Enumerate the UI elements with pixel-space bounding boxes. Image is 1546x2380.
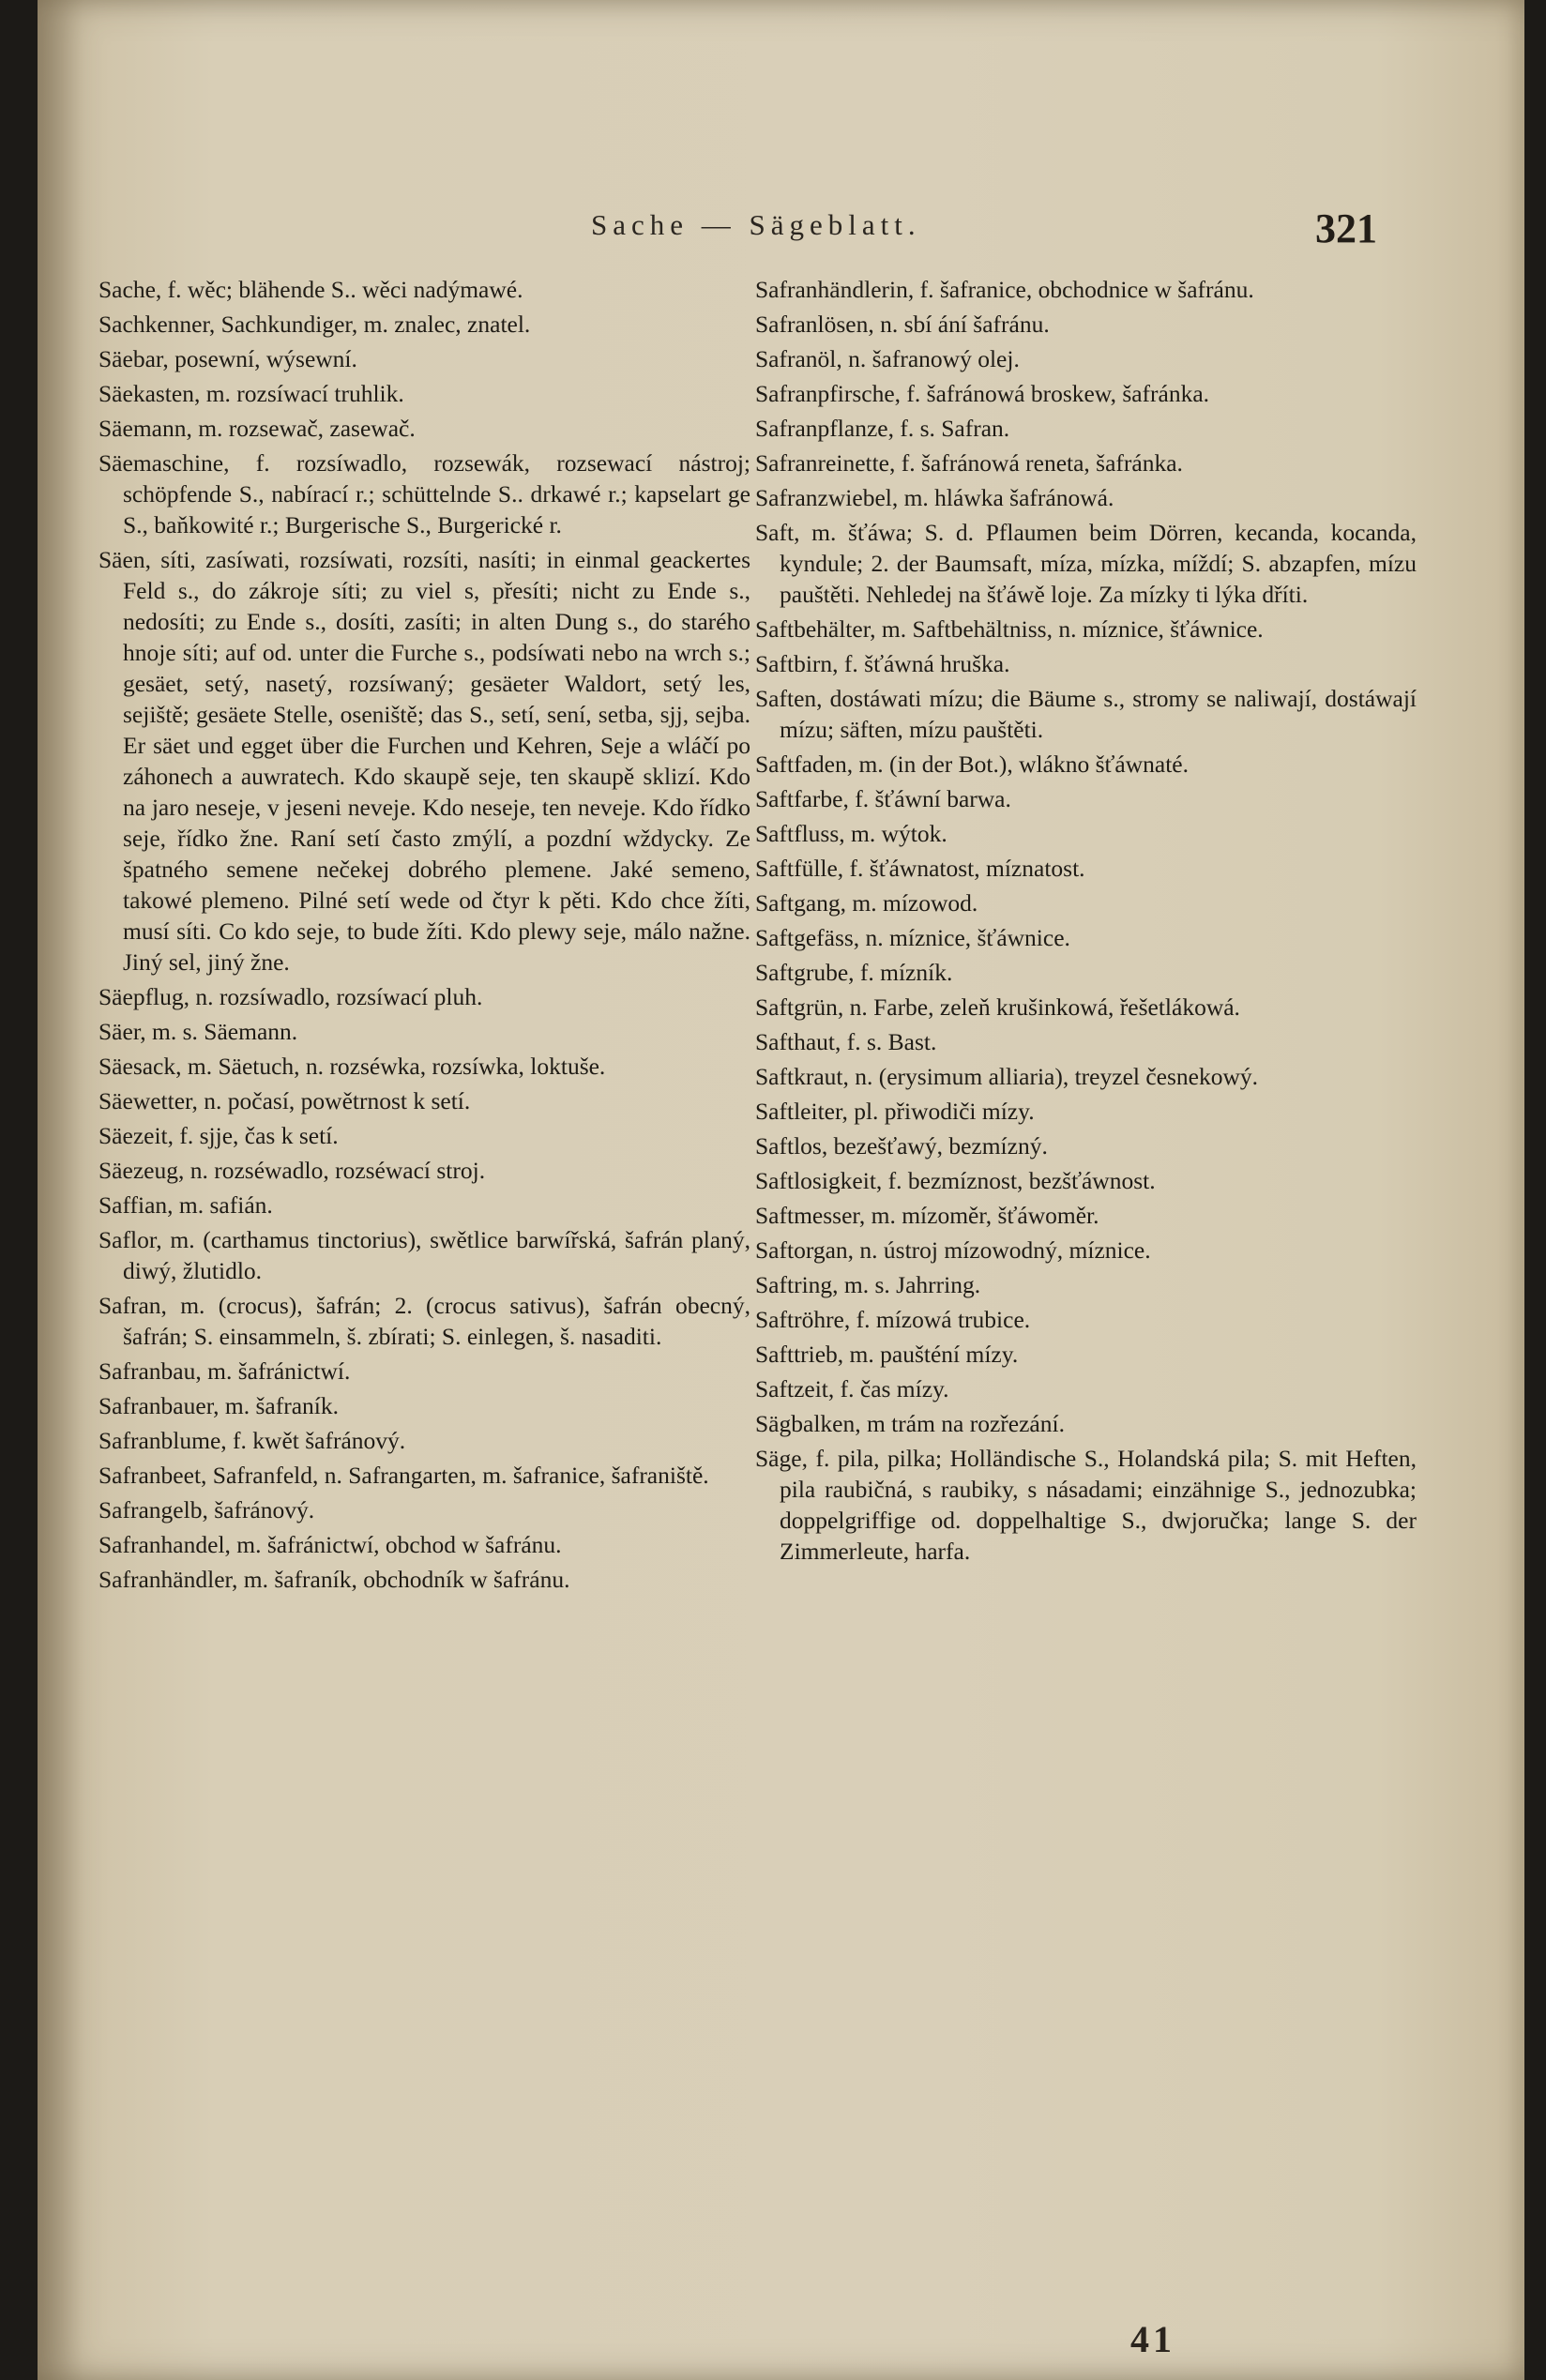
dictionary-entry: Saftkraut, n. (erysimum alliaria), treyzel česnekowý. [755,1063,1259,1090]
dictionary-entry: Säge, f. pila, pilka; Holländische S., Holandská pila; S. mit Heften, pila raubičná, s raubiky, s násadami; einzähnige S., jednozubka; doppelgriffige od. doppelhaltige S., dwjoručka; lange S. der Zimmerleute, harfa. [755,1445,1417,1565]
dictionary-entry: Säemann, m. rozsewač, zasewač. [99,415,416,442]
dictionary-entry: Säewetter, n. počasí, powětrnost k setí. [99,1087,471,1114]
dictionary-entry: Säemaschine, f. rozsíwadlo, rozsewák, rozsewací nástroj; schöpfende S., nabírací r.; schüttelnde S.. drkawé r.; kapselart ge S., baňkowité r.; Burgerische S., Burgerické r. [99,449,750,538]
dictionary-entry: Safranpfirsche, f. šafránowá broskew, šafránka. [755,380,1210,407]
dictionary-entry: Saftfaden, m. (in der Bot.), wlákno šťáwnaté. [755,750,1189,778]
dictionary-entry: Säezeug, n. rozséwadlo, rozséwací stroj. [99,1157,486,1184]
dictionary-entry: Saftorgan, n. ústroj mízowodný, míznice. [755,1236,1151,1264]
dictionary-entry: Saftmesser, m. mízoměr, šťáwoměr. [755,1202,1099,1229]
dictionary-entry: Safranbeet, Safranfeld, n. Safrangarten, m. šafranice, šafraniště. [99,1462,709,1489]
dictionary-entry: Säesack, m. Säetuch, n. rozséwka, rozsíwka, loktuše. [99,1053,606,1080]
signature-mark: 41 [1130,2318,1175,2360]
dictionary-page [38,0,1524,2380]
dictionary-entry: Säebar, posewní, wýsewní. [99,345,357,372]
dictionary-entry: Safranblume, f. kwět šafránový. [99,1427,406,1454]
dictionary-entry: Saftfarbe, f. šťáwní barwa. [755,785,1011,812]
dictionary-entry: Säen, síti, zasíwati, rozsíwati, rozsíti, nasíti; in einmal geackertes Feld s., do zákroje síti; zu viel s, přesíti; nicht zu Ende s., nedosíti; zu Ende s., dosíti, zasíti; in alten Dung s., do starého hnoje síti; auf od. unter die Furche s., podsíwati nebo na wrch s.; gesäet, setý, nasetý, rozsíwaný; gesäeter Waldort, setý les, sejiště; gesäete Stelle, oseniště; das S., setí, sení, setba, sjj, sejba. Er säet und egget über die Furchen und Kehren, Seje a wláčí po záhonech a auwratech. Kdo skaupě seje, ten skaupě sklizí. Kdo na jaro neseje, v jeseni neveje. Kdo neseje, ten neveje. Kdo řídko seje, řídko žne. Raní setí často zmýlí, a pozdní wždycky. Ze špatného semene nečekej dobrého plemene. Jaké semeno, takowé plemeno. Pilné setí wede od čtyr k pěti. Kdo chce žíti, musí síti. Co kdo seje, to bude žíti. Kdo plewy seje, málo nažne. Jiný sel, jiný žne. [99,546,750,976]
dictionary-entry: Saftfülle, f. šťáwnatost, míznatost. [755,855,1085,882]
dictionary-entry: Sache, f. wěc; blähende S.. wěci nadýmawé. [99,276,523,303]
dictionary-entry: Saftgrün, n. Farbe, zeleň krušinkowá, řešetlákowá. [755,993,1240,1021]
dictionary-entry: Saftlosigkeit, f. bezmíznost, bezšťáwnost. [755,1167,1156,1194]
dictionary-entry: Saftbirn, f. šťáwná hruška. [755,650,1010,677]
dictionary-entry: Safran, m. (crocus), šafrán; 2. (crocus sativus), šafrán obecný, šafrán; S. einsammeln, š. zbírati; S. einlegen, š. nasaditi. [99,1292,750,1350]
dictionary-entry: Safttrieb, m. paušténí mízy. [755,1341,1019,1368]
dictionary-entry: Safranhandel, m. šafránictwí, obchod w šafránu. [99,1531,562,1558]
dictionary-entry: Saftlos, bezešťawý, bezmízný. [755,1132,1048,1160]
dictionary-entry: Saften, dostáwati mízu; die Bäume s., stromy se naliwají, dostáwají mízu; säften, mízu pauštěti. [755,685,1417,743]
dictionary-entry: Safranhändler, m. šafraník, obchodník w šafránu. [99,1566,570,1593]
dictionary-entry: Safthaut, f. s. Bast. [755,1028,937,1055]
dictionary-entry: Safranreinette, f. šafránowá reneta, šafránka. [755,449,1183,477]
dictionary-entry: Saftleiter, pl. přiwodiči mízy. [755,1098,1035,1125]
dictionary-entry: Safrangelb, šafránový. [99,1496,315,1524]
dictionary-entry: Safranöl, n. šafranowý olej. [755,345,1020,372]
dictionary-entry: Safranhändlerin, f. šafranice, obchodnice w šafránu. [755,276,1254,303]
running-head: Sache — Sägeblatt. [591,208,921,241]
dictionary-entry: Saftgefäss, n. míznice, šťáwnice. [755,924,1070,951]
dictionary-entry: Sägbalken, m trám na rozřezání. [755,1410,1065,1437]
dictionary-entry: Safranpflanze, f. s. Safran. [755,415,1010,442]
dictionary-entry: Safranbauer, m. šafraník. [99,1392,339,1419]
dictionary-entry: Safranlösen, n. sbí ání šafránu. [755,311,1050,338]
dictionary-entry: Säer, m. s. Säemann. [99,1018,298,1045]
dictionary-entry: Saftbehälter, m. Saftbehältniss, n. míznice, šťáwnice. [755,615,1264,643]
dictionary-entry: Saftzeit, f. čas mízy. [755,1375,949,1402]
dictionary-entry: Säekasten, m. rozsíwací truhlik. [99,380,404,407]
dictionary-entry: Saftgrube, f. mízník. [755,959,953,986]
dictionary-entry: Saft, m. šťáwa; S. d. Pflaumen beim Dörren, kecanda, kocanda, kyndule; 2. der Baumsaft, míza, mízka, míždí; S. abzapfen, mízu pauštěti. Nehledej na šťáwě loje. Za mízky ti lýka dříti. [755,519,1417,608]
dictionary-entry: Saftgang, m. mízowod. [755,889,978,917]
dictionary-entry: Säezeit, f. sjje, čas k setí. [99,1122,339,1149]
dictionary-entry: Saftfluss, m. wýtok. [755,820,947,847]
dictionary-entry: Saflor, m. (carthamus tinctorius), swětlice barwířská, šafrán planý, diwý, žlutidlo. [99,1226,750,1284]
dictionary-entry: Saftröhre, f. mízowá trubice. [755,1306,1031,1333]
left-column [99,274,750,1599]
dictionary-entry: Safranzwiebel, m. hláwka šafránowá. [755,484,1114,511]
page-number: 321 [1315,205,1377,251]
dictionary-entry: Safranbau, m. šafránictwí. [99,1357,351,1385]
dictionary-entry: Saftring, m. s. Jahrring. [755,1271,981,1298]
dictionary-entry: Säepflug, n. rozsíwadlo, rozsíwací pluh. [99,983,483,1010]
right-column [755,274,1417,1570]
dictionary-entry: Sachkenner, Sachkundiger, m. znalec, znatel. [99,311,531,338]
dictionary-entry: Saffian, m. safián. [99,1191,273,1219]
